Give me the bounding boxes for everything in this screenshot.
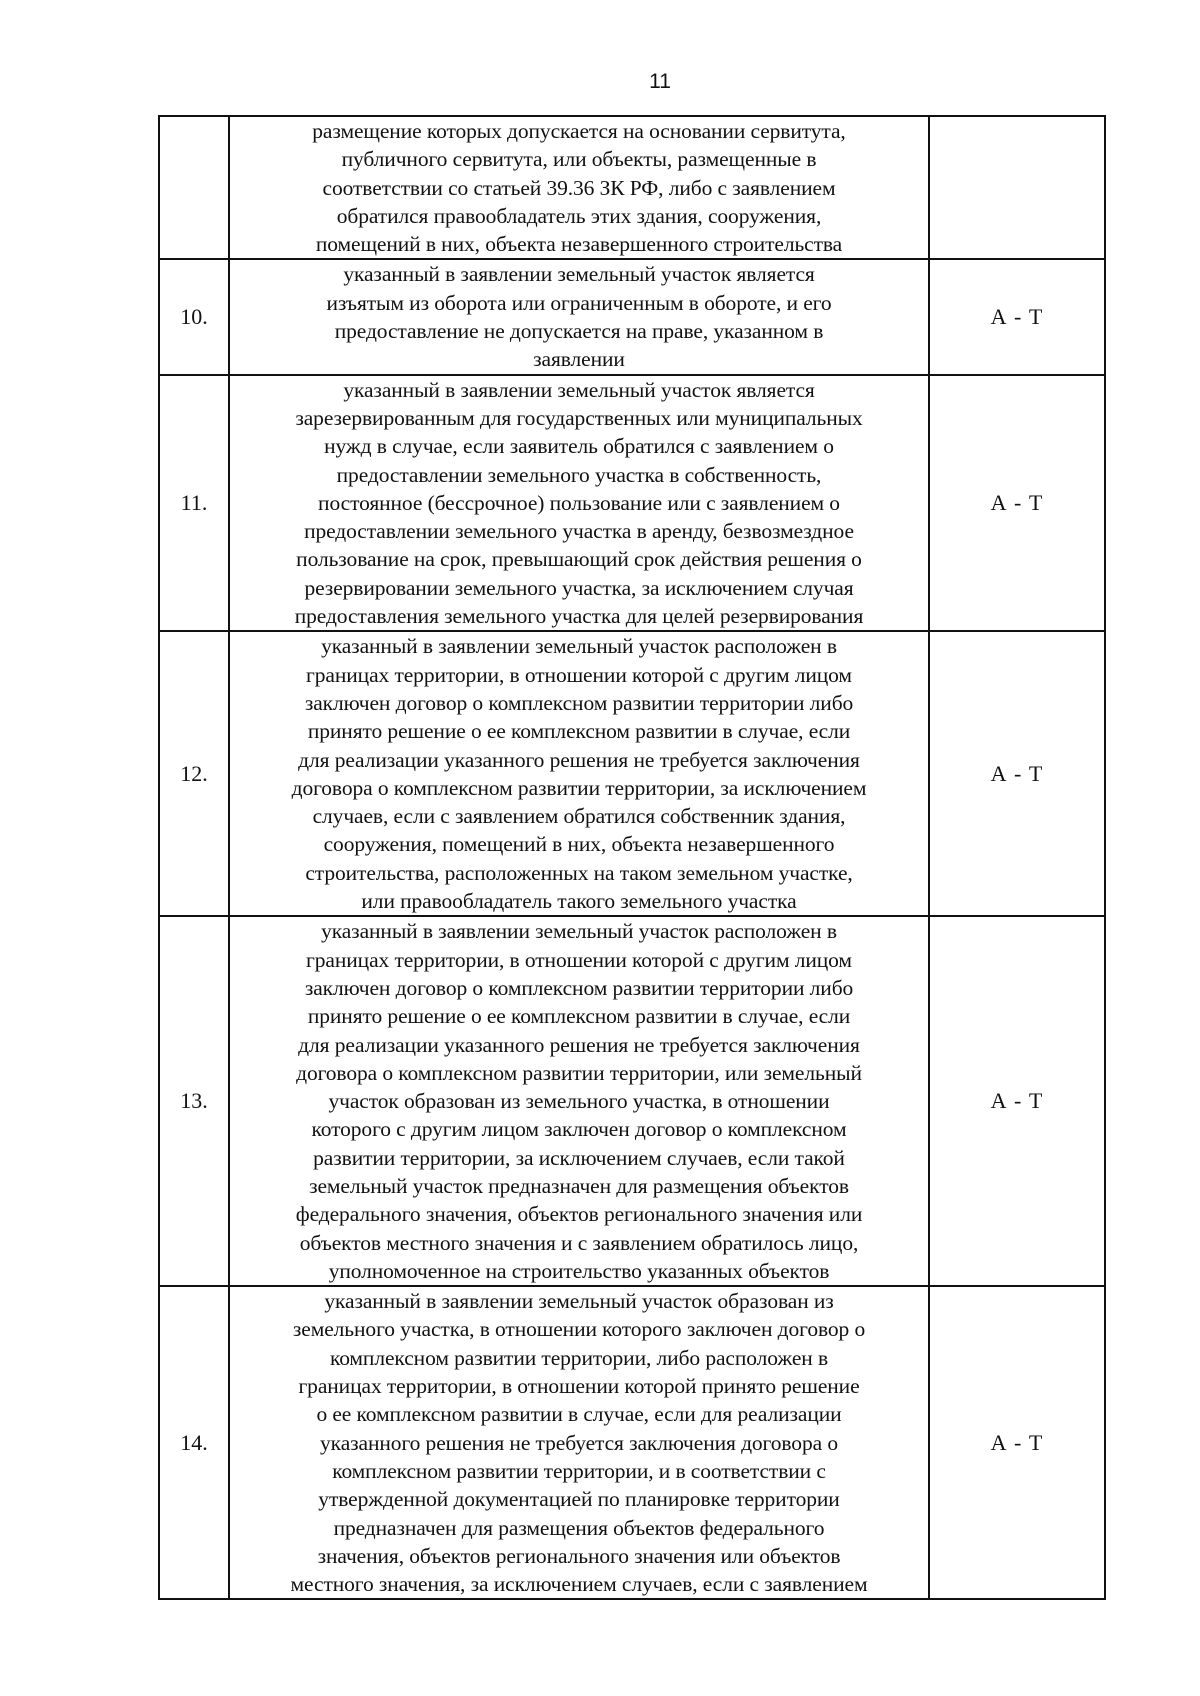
row-code: А - Т	[929, 631, 1105, 916]
table-row	[159, 375, 1105, 632]
description-line: принято решение о ее комплексном развитии в случае, если	[307, 719, 851, 744]
row-number: 11.	[159, 375, 229, 632]
table-row	[159, 116, 1105, 259]
description-line: которого с другим лицом заключен договор о комплексном	[311, 1117, 847, 1142]
row-code	[929, 116, 1105, 259]
description-line: указанного решения не требуется заключения договора о	[320, 1430, 838, 1455]
row-code: А - Т	[929, 916, 1105, 1286]
description-line: для реализации указанного решения не требуется заключения	[298, 747, 860, 772]
description-line: сооружения, помещений в них, объекта незавершенного	[323, 832, 835, 857]
description-line: постоянное (бессрочное) пользование или с заявлением о	[318, 490, 840, 515]
description-line: договора о комплексном развитии территории, за исключением	[291, 775, 867, 800]
description-line: земельного участка, в отношении которого заключен договор о	[292, 1317, 866, 1342]
description-line: соответствии со статьей 39.36 ЗК РФ, либо с заявлением	[322, 175, 836, 200]
description-line: границах территории, в отношении которой с другим лицом	[306, 662, 852, 687]
row-number: 14.	[159, 1286, 229, 1599]
description-line: предоставление не допускается на праве, указанном в	[334, 319, 824, 344]
row-description	[229, 916, 929, 1286]
document-table	[158, 115, 1106, 1600]
description-line: объектов местного значения и с заявлением обратилось лицо,	[299, 1230, 859, 1255]
description-line: или правообладатель такого земельного участка	[361, 889, 797, 914]
row-number	[159, 116, 229, 259]
description-line: федерального значения, объектов регионального значения или	[295, 1202, 863, 1227]
row-description	[229, 259, 929, 374]
description-line: указанный в заявлении земельный участок является	[343, 377, 815, 402]
description-line: договора о комплексном развитии территории, или земельный	[296, 1060, 862, 1085]
table-row	[159, 259, 1105, 374]
table-row	[159, 916, 1105, 1286]
description-line: для реализации указанного решения не требуется заключения	[298, 1032, 860, 1057]
description-line: случаев, если с заявлением обратился собственник здания,	[312, 804, 846, 829]
description-line: земельный участок предназначен для размещения объектов	[309, 1173, 849, 1198]
description-line: предоставлении земельного участка в аренду, безвозмездное	[304, 519, 854, 544]
description-line: комплексном развитии территории, либо расположен в	[329, 1345, 829, 1370]
description-line: предоставления земельного участка для целей резервирования	[294, 604, 864, 629]
table-body	[159, 116, 1105, 1599]
description-line: изъятым из оборота или ограниченным в обороте, и его	[326, 290, 832, 315]
row-code: А - Т	[929, 375, 1105, 632]
description-line: нужд в случае, если заявитель обратился с заявлением о	[324, 434, 834, 459]
description-line: пользование на срок, превышающий срок действия решения о	[296, 547, 862, 572]
row-number: 13.	[159, 916, 229, 1286]
row-code: А - Т	[929, 1286, 1105, 1599]
description-line: предназначен для размещения объектов федерального	[333, 1515, 825, 1540]
row-description	[229, 116, 929, 259]
description-line: предоставлении земельного участка в собственность,	[336, 462, 822, 487]
table-row	[159, 1286, 1105, 1599]
row-description	[229, 631, 929, 916]
description-line: комплексном развитии территории, и в соответствии с	[332, 1458, 826, 1483]
description-line: о ее комплексном развитии в случае, если для реализации	[316, 1402, 842, 1427]
description-line: местного значения, за исключением случаев, если с заявлением	[290, 1572, 868, 1597]
description-line: размещение которых допускается на основании сервитута,	[312, 119, 846, 143]
row-description	[229, 375, 929, 632]
description-line: обратился правообладатель этих здания, сооружения,	[336, 203, 822, 228]
description-line: указанный в заявлении земельный участок является	[343, 262, 815, 287]
row-code: А - Т	[929, 259, 1105, 374]
table-row	[159, 631, 1105, 916]
description-line: уполномоченное на строительство указанных объектов	[328, 1258, 830, 1283]
description-line: публичного сервитута, или объекты, размещенные в	[341, 147, 817, 172]
row-description	[229, 1286, 929, 1599]
description-line: принято решение о ее комплексном развитии в случае, если	[307, 1004, 851, 1029]
description-line: границах территории, в отношении которой с другим лицом	[306, 947, 852, 972]
description-line: границах территории, в отношении которой принято решение	[298, 1374, 860, 1399]
description-line: утвержденной документацией по планировке территории	[318, 1487, 840, 1512]
description-line: указанный в заявлении земельный участок расположен в	[321, 634, 837, 659]
description-line: помещений в них, объекта незавершенного строительства	[315, 232, 843, 257]
description-line: значения, объектов регионального значения или объектов	[317, 1543, 841, 1568]
description-line: заключен договор о комплексном развитии территории либо	[304, 975, 854, 1000]
description-line: резервировании земельного участка, за исключением случая	[304, 575, 854, 600]
description-line: указанный в заявлении земельный участок образован из	[324, 1289, 834, 1314]
description-line: зарезервированным для государственных или муниципальных	[295, 405, 863, 430]
description-line: заключен договор о комплексном развитии территории либо	[304, 690, 854, 715]
row-number: 10.	[159, 259, 229, 374]
description-line: развитии территории, за исключением случаев, если такой	[313, 1145, 845, 1170]
page-number: 11	[649, 70, 671, 93]
description-line: участок образован из земельного участка, в отношении	[328, 1089, 830, 1114]
description-line: указанный в заявлении земельный участок расположен в	[321, 919, 837, 944]
description-line: заявлении	[533, 347, 625, 372]
row-number: 12.	[159, 631, 229, 916]
description-line: строительства, расположенных на таком земельном участке,	[305, 860, 853, 885]
